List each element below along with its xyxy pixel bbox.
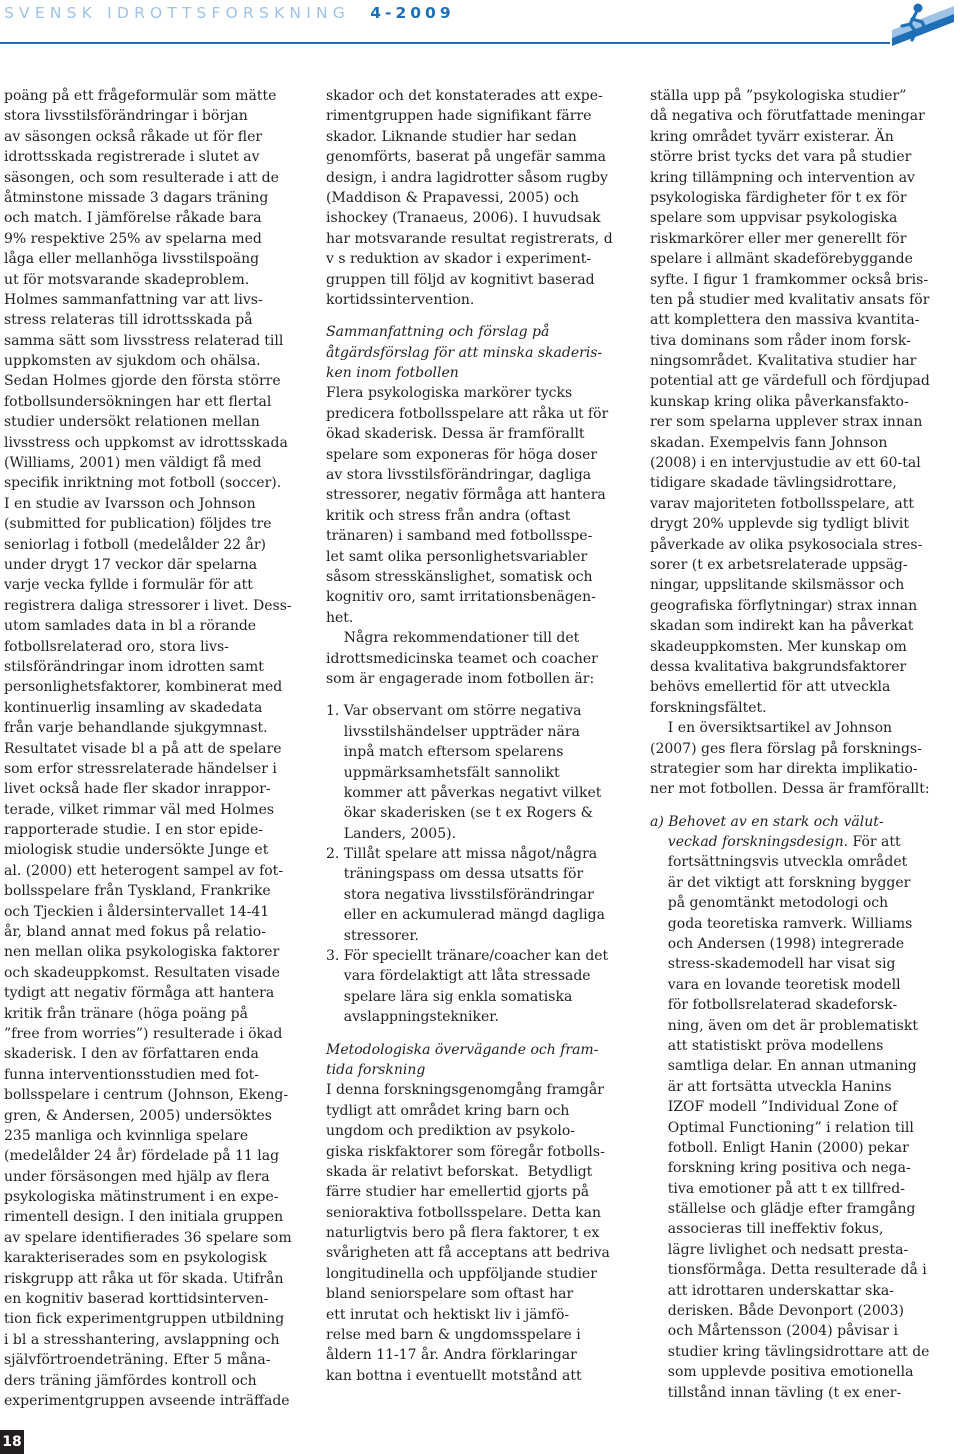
text-line: (Williams, 2001) men väldigt få med — [4, 455, 262, 472]
text-line: åtminstone missade 3 dagars träning — [4, 189, 269, 206]
running-header — [0, 0, 960, 46]
text-line: skador och det konstaterades att expe- — [326, 88, 603, 104]
text-line: fotbollsrelaterad oro, stora livs- — [4, 638, 229, 655]
text-line: behövs emellertid för att utveckla — [650, 679, 891, 696]
text-line: terade, vilket rimmar väl med Holmes — [4, 801, 275, 818]
text-line: (2008) i en intervjustudie av ett 60-tal — [650, 455, 921, 472]
text-line: skador. Liknande studier har sedan — [326, 128, 577, 145]
text-line: är att fortsätta utveckla Hanins — [650, 1078, 892, 1095]
text-line: miologisk studie undersökte Junge et — [4, 842, 269, 859]
text-line: naturligtvis bero på flera faktorer, t ex — [326, 1225, 600, 1242]
text-line: och match. I jämförelse råkade bara — [4, 210, 262, 227]
paragraph-gap — [326, 1028, 626, 1040]
text-line: vara en lovande teoretisk modell — [650, 976, 901, 993]
text-line: kommer att påverkas negativt vilket — [326, 784, 602, 801]
text-line: ungdom och prediktion av psykolo- — [326, 1123, 576, 1140]
text-line: och Mårtensson (2004) påvisar i — [650, 1323, 898, 1340]
section-heading-line: Metodologiska övervägande och fram- — [326, 1041, 599, 1058]
text-line: tränaren) i samband med fotbollsspe- — [326, 528, 593, 545]
text-line: såsom stresskänslighet, somatisk och — [326, 568, 593, 585]
text-line: kritik och stress från andra (oftast — [326, 507, 571, 524]
text-line: avslappningstekniker. — [326, 1009, 499, 1026]
item-text: För att — [848, 834, 901, 851]
text-line: karakteriserades som en psykologisk — [4, 1250, 267, 1267]
text-line: eller en ackumulerad mängd dagliga — [326, 907, 605, 924]
text-line: har motsvarande resultat registrerats, d — [326, 230, 613, 247]
text-line: bland seniorspelare som oftast har — [326, 1286, 574, 1303]
item-heading: veckad forskningsdesign. — [650, 834, 849, 851]
paragraph-gap — [326, 689, 626, 701]
section-heading-line: åtgärdsförslag för att minska skaderis- — [326, 344, 603, 361]
text-line: riskgrupp att råka ut för skada. Utifrån — [4, 1270, 284, 1287]
text-line: tionsförmåga. Detta resulterade då i — [650, 1262, 927, 1279]
text-line: I en översiktsartikel av Johnson — [650, 720, 893, 737]
text-line: och Andersen (1998) integrerade — [650, 936, 905, 953]
text-line: sorer (t ex arbetsrelaterade uppsäg- — [650, 556, 908, 573]
text-line: funna interventionsstudien med fot- — [4, 1066, 260, 1083]
text-line: ning, även om det är problematiskt — [650, 1017, 918, 1034]
text-line: drygt 20% upplevde sig tydligt blivit — [650, 516, 909, 533]
text-line: goda teoretiska ramverk. Williams — [650, 915, 913, 932]
text-line: het. — [326, 609, 354, 626]
text-line: spelare i allmänt skadeförebyggande — [650, 251, 913, 268]
text-line: färre studier har emellertid gjorts på — [326, 1184, 590, 1201]
text-line: (Maddison & Prapavessi, 2005) och — [326, 189, 580, 206]
text-line: ökar skaderisken (se t ex Rogers & — [326, 805, 594, 822]
text-line: Optimal Functioning” i relation till — [650, 1119, 914, 1136]
text-line: giska riskfaktorer som föregår fotbolls- — [326, 1143, 605, 1160]
text-line: ställa upp på ”psykologiska studier” — [650, 88, 907, 104]
text-line: let samt olika personlighetsvariabler — [326, 548, 588, 565]
text-line: syfte. I figur 1 framkommer också bris- — [650, 271, 929, 288]
text-column-2 — [326, 86, 626, 1386]
text-line: genomförts, baserat på ungefär samma — [326, 149, 607, 166]
text-line: relse med barn & ungdomsspelare i — [326, 1327, 581, 1344]
text-line: kring området tyvärr existerar. Än — [650, 128, 894, 145]
text-line: skadeuppkomsten. Mer kunskap om — [650, 638, 907, 655]
text-line: under försäsongen med hjälp av flera — [4, 1168, 270, 1185]
text-line: ishockey (Tranaeus, 2006). I huvudsak — [326, 210, 601, 227]
text-line: Några rekommendationer till det — [326, 630, 580, 647]
text-line: självförtroendeträning. Efter 5 måna- — [4, 1352, 271, 1369]
text-line: tillstånd innan tävling (t ex ener- — [650, 1384, 902, 1401]
text-line: lägre livlighet och nedsatt presta- — [650, 1241, 909, 1258]
text-line: livet också hade fler skador inrappor- — [4, 781, 271, 798]
text-line: livsstress och uppkomst av idrottsskada — [4, 434, 288, 451]
text-line: av spelare identifierades 36 spelare som — [4, 1229, 292, 1246]
text-line: specifik inriktning mot fotboll (soccer). — [4, 475, 282, 492]
text-line: stora negativa livsstilsförändringar — [326, 886, 594, 903]
text-line: tion fick experimentgruppen utbildning — [4, 1311, 285, 1328]
text-line: experimentgruppen avseende inträffade — [4, 1393, 290, 1409]
text-line: Holmes sammanfattning var att livs- — [4, 291, 263, 308]
text-line: för fotbollsrelaterad skadeforsk- — [650, 997, 898, 1014]
text-line: Sedan Holmes gjorde den första större — [4, 373, 281, 390]
text-line: derisken. Både Devonport (2003) — [650, 1303, 904, 1320]
text-line: tydligt att området kring barn och — [326, 1102, 570, 1119]
text-line: senioraktiva fotbollsspelare. Detta kan — [326, 1204, 602, 1221]
text-line: spelare som uppvisar psykologiska — [650, 210, 898, 227]
text-line: Resultatet visade bl a på att de spelare — [4, 740, 282, 757]
text-line: från varje behandlande sjukgymnast. — [4, 720, 268, 737]
text-line: I en studie av Ivarsson och Johnson — [4, 495, 256, 512]
section-heading-line — [650, 832, 950, 852]
text-line: av säsongen också råkade ut för fler — [4, 128, 263, 145]
text-line: vara fördelaktigt att låta stressade — [326, 968, 591, 985]
text-line: att statistiskt pröva modellens — [650, 1037, 884, 1054]
text-line: gren, & Andersen, 2005) undersöktes — [4, 1107, 272, 1124]
text-line: rimentgruppen hade signifikant färre — [326, 108, 592, 125]
text-line: fotboll. Enligt Hanin (2000) pekar — [650, 1139, 909, 1156]
text-line: psykologiska färdigheter för t ex för — [650, 189, 907, 206]
text-line: utom samlades data in bl a rörande — [4, 618, 257, 635]
text-line: skadan. Exempelvis fann Johnson — [650, 434, 888, 451]
text-line: al. (2000) ett heterogent sampel av fot- — [4, 862, 284, 879]
text-line: stilsförändringar inom idrotten samt — [4, 658, 264, 675]
text-line: 1. Var observant om större negativa — [326, 703, 582, 720]
text-line: forskning kring positiva och nega- — [650, 1160, 911, 1177]
text-column-3 — [650, 86, 950, 1403]
text-line: IZOF modell ”Individual Zone of — [650, 1099, 898, 1116]
text-line: i bl a stresshantering, avslappning och — [4, 1331, 280, 1348]
text-line: 9% respektive 25% av spelarna med — [4, 230, 262, 247]
text-line: uppkomsten av sjukdom och ohälsa. — [4, 353, 261, 370]
text-line: spelare lära sig enkla somatiska — [326, 988, 573, 1005]
text-line: varje vecka fyllde i formulär för att — [4, 577, 253, 594]
text-line: samtliga delar. En annan utmaning — [650, 1058, 917, 1075]
text-line: ders träning jämfördes kontroll och — [4, 1372, 257, 1389]
text-line: tiva emotioner på att t ex tillfred- — [650, 1180, 906, 1197]
text-line: fotbollsundersökningen har ett flertal — [4, 393, 272, 410]
text-line: skada är relativt beforskat. Betydligt — [326, 1163, 593, 1180]
text-line: ställelse och glädje efter framgång — [650, 1201, 916, 1218]
text-line: (submitted for publication) följdes tre — [4, 516, 272, 533]
journal-header — [4, 4, 455, 22]
text-line: riskmarkörer eller mer generellt för — [650, 230, 907, 247]
text-line: träningspass om dessa utsatts för — [326, 866, 584, 883]
text-line: åldern 11-17 år. Andra förklaringar — [326, 1347, 577, 1364]
text-line: potential att ge värdefull och fördjupad — [650, 373, 930, 390]
text-line: v s reduktion av skador i experiment- — [326, 251, 592, 268]
text-line: är det viktigt att forskning bygger — [650, 874, 911, 891]
text-line: 235 manliga och kvinnliga spelare — [4, 1127, 249, 1144]
text-line: kan bottna i eventuellt motstånd att — [326, 1367, 582, 1384]
text-line: bollsspelare från Tyskland, Frankrike — [4, 883, 271, 900]
text-line: associeras till ineffektiv fokus, — [650, 1221, 884, 1238]
text-line: uppmärksamhetsfält sannolikt — [326, 764, 560, 781]
text-line: kunskap kring olika påverkansfakto- — [650, 393, 909, 410]
text-line: varav majoriteten fotbollsspelare, att — [650, 495, 915, 512]
text-line: spelare som exponeras för höga doser — [326, 446, 598, 463]
text-line: kognitiv oro, samt irritationsbenägen- — [326, 589, 596, 606]
text-line: idrottsmedicinska teamet och coacher — [326, 650, 598, 667]
text-line: ningsområdet. Kvalitativa studier har — [650, 353, 917, 370]
text-line: idrottsskada registrerade i slutet av — [4, 149, 260, 166]
text-line: och skadeuppkomst. Resultaten visade — [4, 964, 280, 981]
text-line: på genomtänkt metodologi och — [650, 895, 889, 912]
text-line: då negativa och förutfattade meningar — [650, 108, 925, 125]
header-rule — [0, 42, 890, 44]
text-line: inpå match eftersom spelarens — [326, 744, 564, 761]
text-line: att idrottaren underskattar ska- — [650, 1282, 894, 1299]
text-line: 3. För speciellt tränare/coacher kan det — [326, 948, 609, 965]
journal-name: SVENSK IDROTTSFORSKNING — [4, 4, 350, 22]
text-line: I denna forskningsgenomgång framgår — [326, 1082, 604, 1099]
text-line: ett inrutat och hektiskt liv i jämfö- — [326, 1306, 570, 1323]
text-line: kontinuerlig insamling av skadedata — [4, 699, 263, 716]
text-line: skaderisk. I den av författaren enda — [4, 1046, 259, 1063]
text-line: som upplevde positiva emotionella — [650, 1364, 914, 1381]
text-line: predicera fotbollsspelare att råka ut för — [326, 405, 609, 422]
text-line: geografiska förflytningar) strax innan — [650, 597, 918, 614]
text-line: som är engagerade inom fotbollen är: — [326, 670, 595, 687]
text-line: longitudinella och uppföljande studier — [326, 1265, 597, 1282]
text-column-1 — [4, 86, 302, 1411]
text-line: som erfor stressrelaterade händelser i — [4, 760, 277, 777]
text-line: strategier som har direkta implikatio- — [650, 760, 918, 777]
text-line: ten på studier med kvalitativ ansats för — [650, 291, 930, 308]
text-line: påverkade av olika psykosociala stres- — [650, 536, 923, 553]
text-line: svårigheten att få acceptans att bedriva — [326, 1245, 610, 1262]
text-line: under drygt 17 veckor där spelarna — [4, 556, 258, 573]
text-line: ut för motsvarande skadeproblem. — [4, 271, 250, 288]
text-line: säsongen, och som resulterade i att de — [4, 169, 279, 186]
text-line: större brist tycks det vara på studier — [650, 149, 912, 166]
text-line: (2007) ges flera förslag på forsknings- — [650, 740, 922, 757]
page-number: 18 — [0, 1430, 24, 1454]
paragraph-gap — [650, 800, 950, 812]
text-line: fortsättningsvis utveckla området — [650, 854, 908, 871]
section-heading-line: tida forskning — [326, 1061, 426, 1078]
text-line: rer som spelarna upplever strax innan — [650, 414, 923, 431]
text-line: ”free from worries”) resulterade i ökad — [4, 1025, 283, 1042]
section-heading-line: a) Behovet av en stark och välut- — [650, 813, 884, 830]
text-line: gruppen till följd av kognitivt baserad — [326, 271, 595, 288]
text-line: ner mot fotbollen. Dessa är framförallt: — [650, 781, 930, 798]
text-line: Landers, 2005). — [326, 825, 457, 842]
text-line: skadan som indirekt kan ha påverkat — [650, 618, 914, 635]
section-heading-line: Sammanfattning och förslag på — [326, 324, 550, 341]
text-line: seniorlag i fotboll (medelålder 22 år) — [4, 536, 267, 553]
section-heading-line: ken inom fotbollen — [326, 365, 459, 382]
text-line: tiva dominans som råder inom forsk- — [650, 332, 911, 349]
text-line: kortidssintervention. — [326, 291, 475, 308]
text-line: (medelålder 24 år) fördelade på 11 lag — [4, 1148, 280, 1165]
text-line: bollsspelare i centrum (Johnson, Ekeng- — [4, 1087, 289, 1104]
text-line: år, bland annat med fokus på relatio- — [4, 924, 266, 941]
text-line: av stora livsstilsförändringar, dagliga — [326, 467, 592, 484]
text-line: design, i andra lagidrotter såsom rugby — [326, 169, 608, 186]
text-line: stora livsstilsförändringar i början — [4, 108, 248, 125]
text-line: ningar, uppslitande skilsmässor och — [650, 577, 905, 594]
text-line: registrera daliga stressorer i livet. Dess- — [4, 597, 292, 614]
text-line: stressorer. — [326, 927, 419, 944]
text-line: rimentell design. I den initiala gruppen — [4, 1209, 284, 1226]
text-line: att komplettera den massiva kvantita- — [650, 312, 920, 329]
paragraph-gap — [326, 310, 626, 322]
issue-number: 4-2009 — [370, 4, 455, 22]
text-line: Flera psykologiska markörer tycks — [326, 385, 573, 402]
text-line: tidigare skadade tävlingsidrottare, — [650, 475, 897, 492]
text-line: en kognitiv baserad korttidsinterven- — [4, 1291, 269, 1308]
text-line: forskningsfältet. — [650, 699, 767, 716]
text-line: och Tjeckien i åldersintervallet 14-41 — [4, 903, 270, 920]
runner-logo-icon — [888, 0, 958, 46]
text-line: livsstilshändelser uppträder nära — [326, 723, 580, 740]
text-line: personlighetsfaktorer, kombinerat med — [4, 679, 283, 696]
text-line: ökad skaderisk. Dessa är framförallt — [326, 426, 585, 443]
text-line: poäng på ett frågeformulär som mätte — [4, 88, 277, 104]
text-line: studier undersökt relationen mellan — [4, 414, 260, 431]
text-line: stress relateras till idrottsskada på — [4, 312, 253, 329]
text-line: kring tillämpning och intervention av — [650, 169, 915, 186]
text-line: psykologiska mätinstrument i en expe- — [4, 1189, 279, 1206]
text-line: 2. Tillåt spelare att missa något/några — [326, 846, 598, 863]
text-line: rapporterade studie. I en stor epide- — [4, 822, 263, 839]
text-line: studier kring tävlingsidrottare att de — [650, 1343, 930, 1360]
text-line: låga eller mellanhöga livsstilspoäng — [4, 251, 260, 268]
text-line: dessa kvalitativa bakgrundsfaktorer — [650, 658, 907, 675]
text-line: stress-skademodell har visat sig — [650, 956, 896, 973]
text-line: samma sätt som livsstress relaterad till — [4, 332, 284, 349]
text-line: stressorer, negativ förmåga att hantera — [326, 487, 606, 504]
text-line: tydigt att negativ förmåga att hantera — [4, 985, 275, 1002]
text-line: kritik från tränare (höga poäng på — [4, 1005, 248, 1022]
text-line: nen mellan olika psykologiska faktorer — [4, 944, 280, 961]
